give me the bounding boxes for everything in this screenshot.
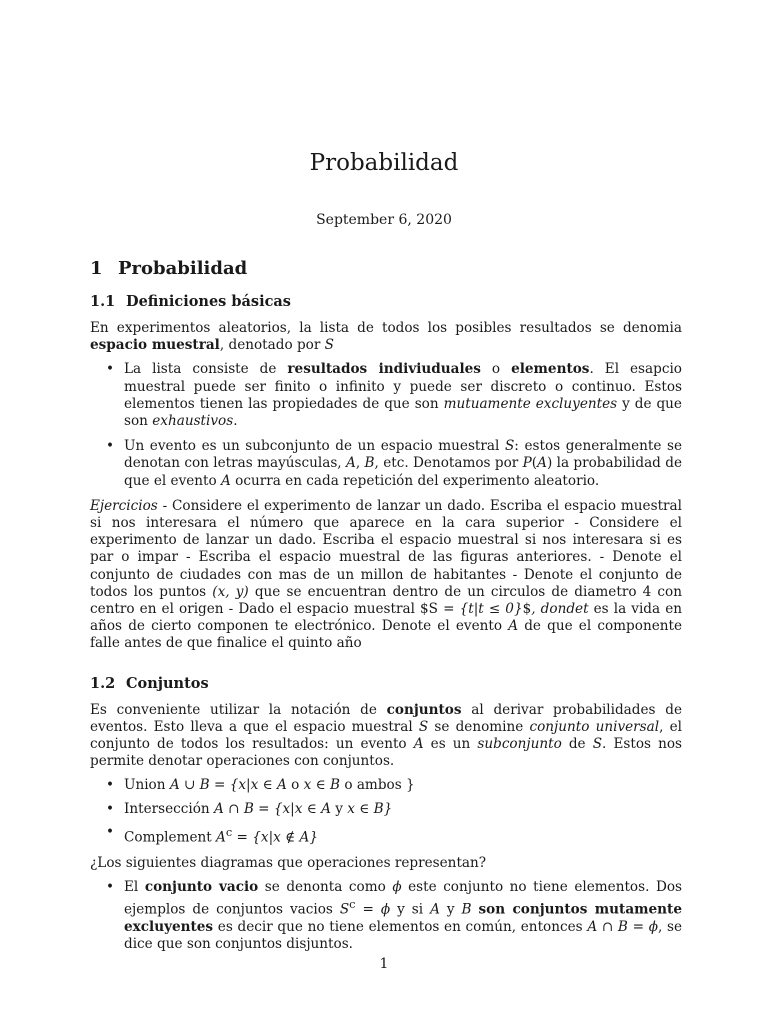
math-symbol: A (413, 736, 424, 753)
sets-text: . Estos nos permite denotar operaciones con conjuntos. (90, 736, 682, 770)
subsection-heading-sets (90, 675, 682, 693)
list-text: ) la probabilidad de que el evento (124, 455, 682, 489)
list-text: y de que son (124, 395, 682, 430)
section-heading (90, 258, 682, 280)
op-text: y (330, 800, 348, 817)
section-title: Probabilidad (118, 258, 248, 279)
math-symbol: {t|t ≤ 0} (459, 601, 523, 618)
math-symbol: S (592, 736, 603, 753)
sets-text: se denomine (428, 718, 530, 735)
bullet-icon: • (106, 823, 115, 840)
math-symbol: A (345, 455, 356, 472)
document-body (90, 258, 682, 961)
bullet-icon: • (106, 878, 115, 895)
math-symbol: , dondet (531, 601, 589, 618)
list-text: se denonta como (258, 878, 393, 895)
sets-text: al derivar probabilidades de eventos. Esto lleva a que el espacio muestral (90, 701, 682, 735)
list-text: ocurra en cada repetición del experimento aleatorio. (230, 472, 600, 489)
bullet-icon: • (106, 777, 115, 794)
subsection-number: 1.1 (90, 293, 116, 310)
sets-text: Es conveniente utilizar la notación de (90, 701, 387, 718)
term-bold: elementos (511, 361, 590, 378)
list-text: este conjunto no tiene elementos. Dos ejemplos de conjuntos vacios (124, 878, 683, 918)
term-italic: subconjunto (477, 736, 562, 753)
list-text: y si (390, 901, 431, 918)
list-text: Un evento es un subconjunto de un espacio muestral (124, 438, 505, 455)
list-item-union (90, 777, 682, 794)
list-text: ( (531, 455, 538, 472)
math-symbol: S (324, 337, 334, 354)
term-bold: conjunto vacio (144, 878, 259, 895)
empty-set-list (90, 879, 682, 953)
math-symbol: S (418, 718, 429, 735)
term-espacio-muestral: espacio muestral (90, 337, 220, 354)
term-italic: exhaustivos (152, 413, 234, 430)
document-title: Probabilidad (309, 150, 459, 176)
math-symbol: A (430, 901, 440, 918)
math-expression: x ∈ B} (347, 800, 393, 817)
intro-text: En experimentos aleatorios, la lista de todos los posibles resultados se denomia (90, 320, 682, 336)
list-item (90, 361, 682, 430)
math-expression: A ∩ B = {x|x ∈ A (214, 800, 331, 817)
bullet-icon: • (106, 438, 115, 455)
bullet-icon: • (106, 361, 115, 378)
list-text: , etc. Denotamos por (374, 455, 523, 472)
math-superscript: c (225, 824, 233, 839)
intro-paragraph (90, 320, 682, 354)
definitions-list (90, 361, 682, 489)
math-expression: = {x|x ∉ A} (232, 829, 318, 846)
intro-text: , denotado por (219, 337, 325, 354)
exercise-text: es la vida en años de cierto componen te electrónico. Denote el evento (90, 601, 683, 635)
section-number: 1 (90, 258, 103, 279)
math-symbol: (x, y) (212, 583, 249, 600)
subsection-title: Definiciones básicas (126, 293, 291, 310)
term-italic: conjunto universal (529, 718, 660, 735)
exercises-label: Ejercicios (90, 497, 158, 514)
math-symbol: A (508, 618, 519, 635)
subsection-heading-definitions (90, 293, 682, 311)
page-number: 1 (379, 956, 389, 972)
list-text: . El esapcio muestral puede ser finito o infinito y puede ser discreto o continuo. Estos elementos tienen las propiedades de que son (124, 361, 682, 412)
exercises-paragraph (90, 498, 682, 653)
math-symbol: S (339, 901, 350, 918)
subsection-number: 1.2 (90, 674, 116, 692)
op-text: o ambos } (340, 777, 415, 794)
list-item-intersection (90, 801, 682, 818)
op-label: Union (124, 777, 170, 794)
list-text: La lista consiste de (124, 361, 288, 378)
question-paragraph: ¿Los siguientes diagramas que operaciones representan? (90, 854, 487, 871)
bullet-icon: • (106, 800, 115, 817)
math-symbol: B (461, 901, 472, 918)
term-bold: conjuntos (386, 701, 462, 718)
math-symbol: ϕ (392, 878, 402, 895)
math-superscript: c (349, 897, 356, 912)
list-text: es decir que no tiene elementos en común, entonces (213, 918, 588, 935)
math-symbol: A (537, 455, 547, 472)
math-symbol: B (364, 455, 375, 472)
list-item (90, 438, 682, 490)
exercise-text: que se encuentran dentro de un circulos de diametro 4 con centro en el origen - Dado el espacio muestral $S = (90, 583, 682, 618)
subsection-title: Conjuntos (126, 674, 209, 692)
term-bold: resultados indiviuduales (287, 361, 481, 378)
term-bold: son conjuntos mutamente excluyentes (124, 901, 682, 935)
list-text: o (480, 361, 512, 378)
math-symbol: P (522, 455, 532, 472)
math-expression: A (216, 829, 226, 846)
math-expression: A ∩ B = ϕ (587, 918, 658, 935)
op-text: o (286, 777, 304, 794)
list-text: , se dice que son conjuntos disjuntos. (124, 918, 683, 952)
math-expression: A ∪ B = {x|x ∈ A (169, 777, 287, 794)
math-expression: x ∈ B (303, 777, 340, 794)
op-label: Complement (124, 829, 217, 846)
sets-text: , el conjunto de todos los resultados: un evento (90, 718, 682, 753)
sets-text: es un (423, 736, 478, 753)
document-date: September 6, 2020 (316, 212, 452, 228)
list-text: y (439, 901, 462, 918)
term-italic: mutuamente excluyentes (443, 395, 618, 412)
list-text: , (355, 455, 365, 472)
list-text: . (233, 413, 238, 430)
list-text (472, 902, 479, 918)
set-operations-list (90, 777, 682, 846)
sets-text: de (561, 736, 593, 753)
list-text: : estos generalmente se denotan con letras mayúsculas, (124, 438, 683, 472)
list-text: El (124, 878, 145, 895)
op-label: Intersección (124, 800, 214, 817)
math-symbol: = ϕ (355, 901, 391, 918)
math-symbol: A (221, 472, 231, 489)
math-symbol: S (504, 438, 515, 455)
sets-intro-paragraph (90, 702, 682, 771)
list-item-empty-set (90, 879, 682, 953)
list-item-complement (90, 824, 682, 847)
exercise-text: - Considere el experimento de lanzar un dado. Escriba el espacio muestral si nos interesara el número que aparece en la cara superior - Considere el experimento de lanzar un dado. Escriba el espacio muestral si nos interesara si es par o impar - Escriba el espacio muestral de las figuras anteriores. - Denote el conjunto de ciudades con mas de un millon de habitantes - Denote el conjunto de todos los puntos (90, 497, 682, 600)
exercise-text: $ (522, 601, 532, 618)
exercise-text: de que el componente falle antes de que finalice el quinto año (90, 618, 683, 652)
